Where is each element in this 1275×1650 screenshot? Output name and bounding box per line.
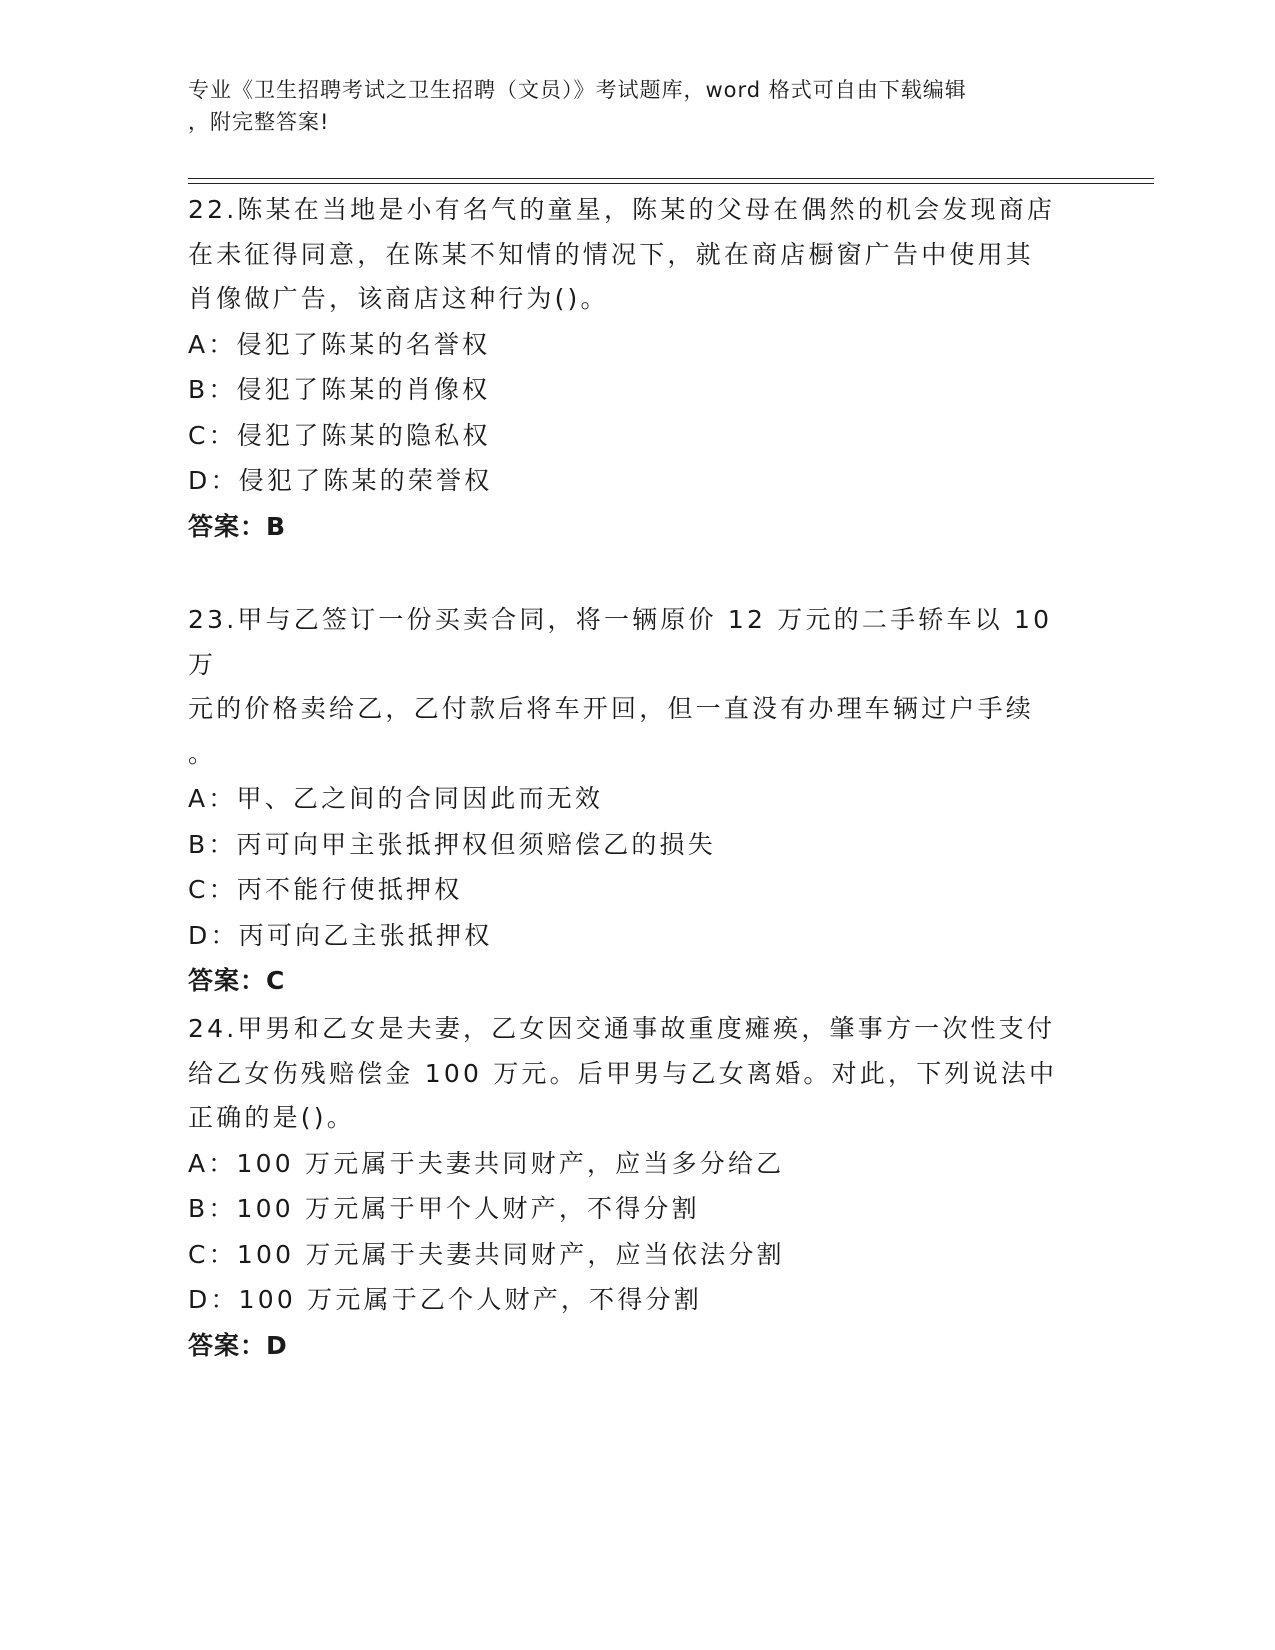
question-24 [188, 1007, 1088, 1368]
option-list [188, 1141, 1088, 1323]
question-22 [188, 188, 1088, 549]
option-list [188, 776, 1088, 958]
option-b: B：100 万元属于甲个人财产，不得分割 [188, 1194, 700, 1223]
option-c: C：侵犯了陈某的隐私权 [188, 420, 491, 450]
header-divider-bottom [188, 183, 1154, 184]
option-a: A：100 万元属于夫妻共同财产，应当多分给乙 [188, 1148, 785, 1178]
option-b: B：丙可向甲主张抵押权但须赔偿乙的损失 [188, 829, 716, 859]
question-23 [188, 598, 1088, 1004]
option-a: A：甲、乙之间的合同因此而无效 [188, 784, 604, 813]
option-c: C：100 万元属于夫妻共同财产，应当依法分割 [188, 1239, 785, 1269]
header-divider-top [188, 178, 1154, 179]
option-a: A：侵犯了陈某的名誉权 [188, 329, 491, 359]
question-stem: 22.陈某在当地是小有名气的童星，陈某的父母在偶然的机会发现商店 在未征得同意，在陈某不知情的情况下，就在商店橱窗广告中使用其 肖像做广告，该商店这种行为()。 [188, 195, 1056, 313]
document-header: 专业《卫生招聘考试之卫生招聘（文员）》考试题库，word 格式可自由下载编辑 ，附完整答案! [188, 78, 967, 134]
option-d: D：丙可向乙主张抵押权 [188, 920, 493, 950]
option-c: C：丙不能行使抵押权 [188, 875, 463, 904]
option-d: D：100 万元属于乙个人财产，不得分割 [188, 1285, 702, 1314]
question-stem: 23.甲与乙签订一份买卖合同，将一辆原价 12 万元的二手轿车以 10 万 元的价格卖给乙，乙付款后将车开回，但一直没有办理车辆过户手续 。 [188, 605, 1053, 768]
answer-line: 答案：D [188, 1330, 288, 1360]
option-list [188, 322, 1088, 504]
answer-line: 答案：B [188, 511, 287, 541]
option-d: D：侵犯了陈某的荣誉权 [188, 466, 493, 495]
question-stem: 24.甲男和乙女是夫妻，乙女因交通事故重度瘫痪，肇事方一次性支付 给乙女伤残赔偿金 100 万元。后甲男与乙女离婚。对此，下列说法中 正确的是()。 [188, 1014, 1058, 1132]
answer-line: 答案：C [188, 966, 286, 995]
option-b: B：侵犯了陈某的肖像权 [188, 375, 491, 404]
